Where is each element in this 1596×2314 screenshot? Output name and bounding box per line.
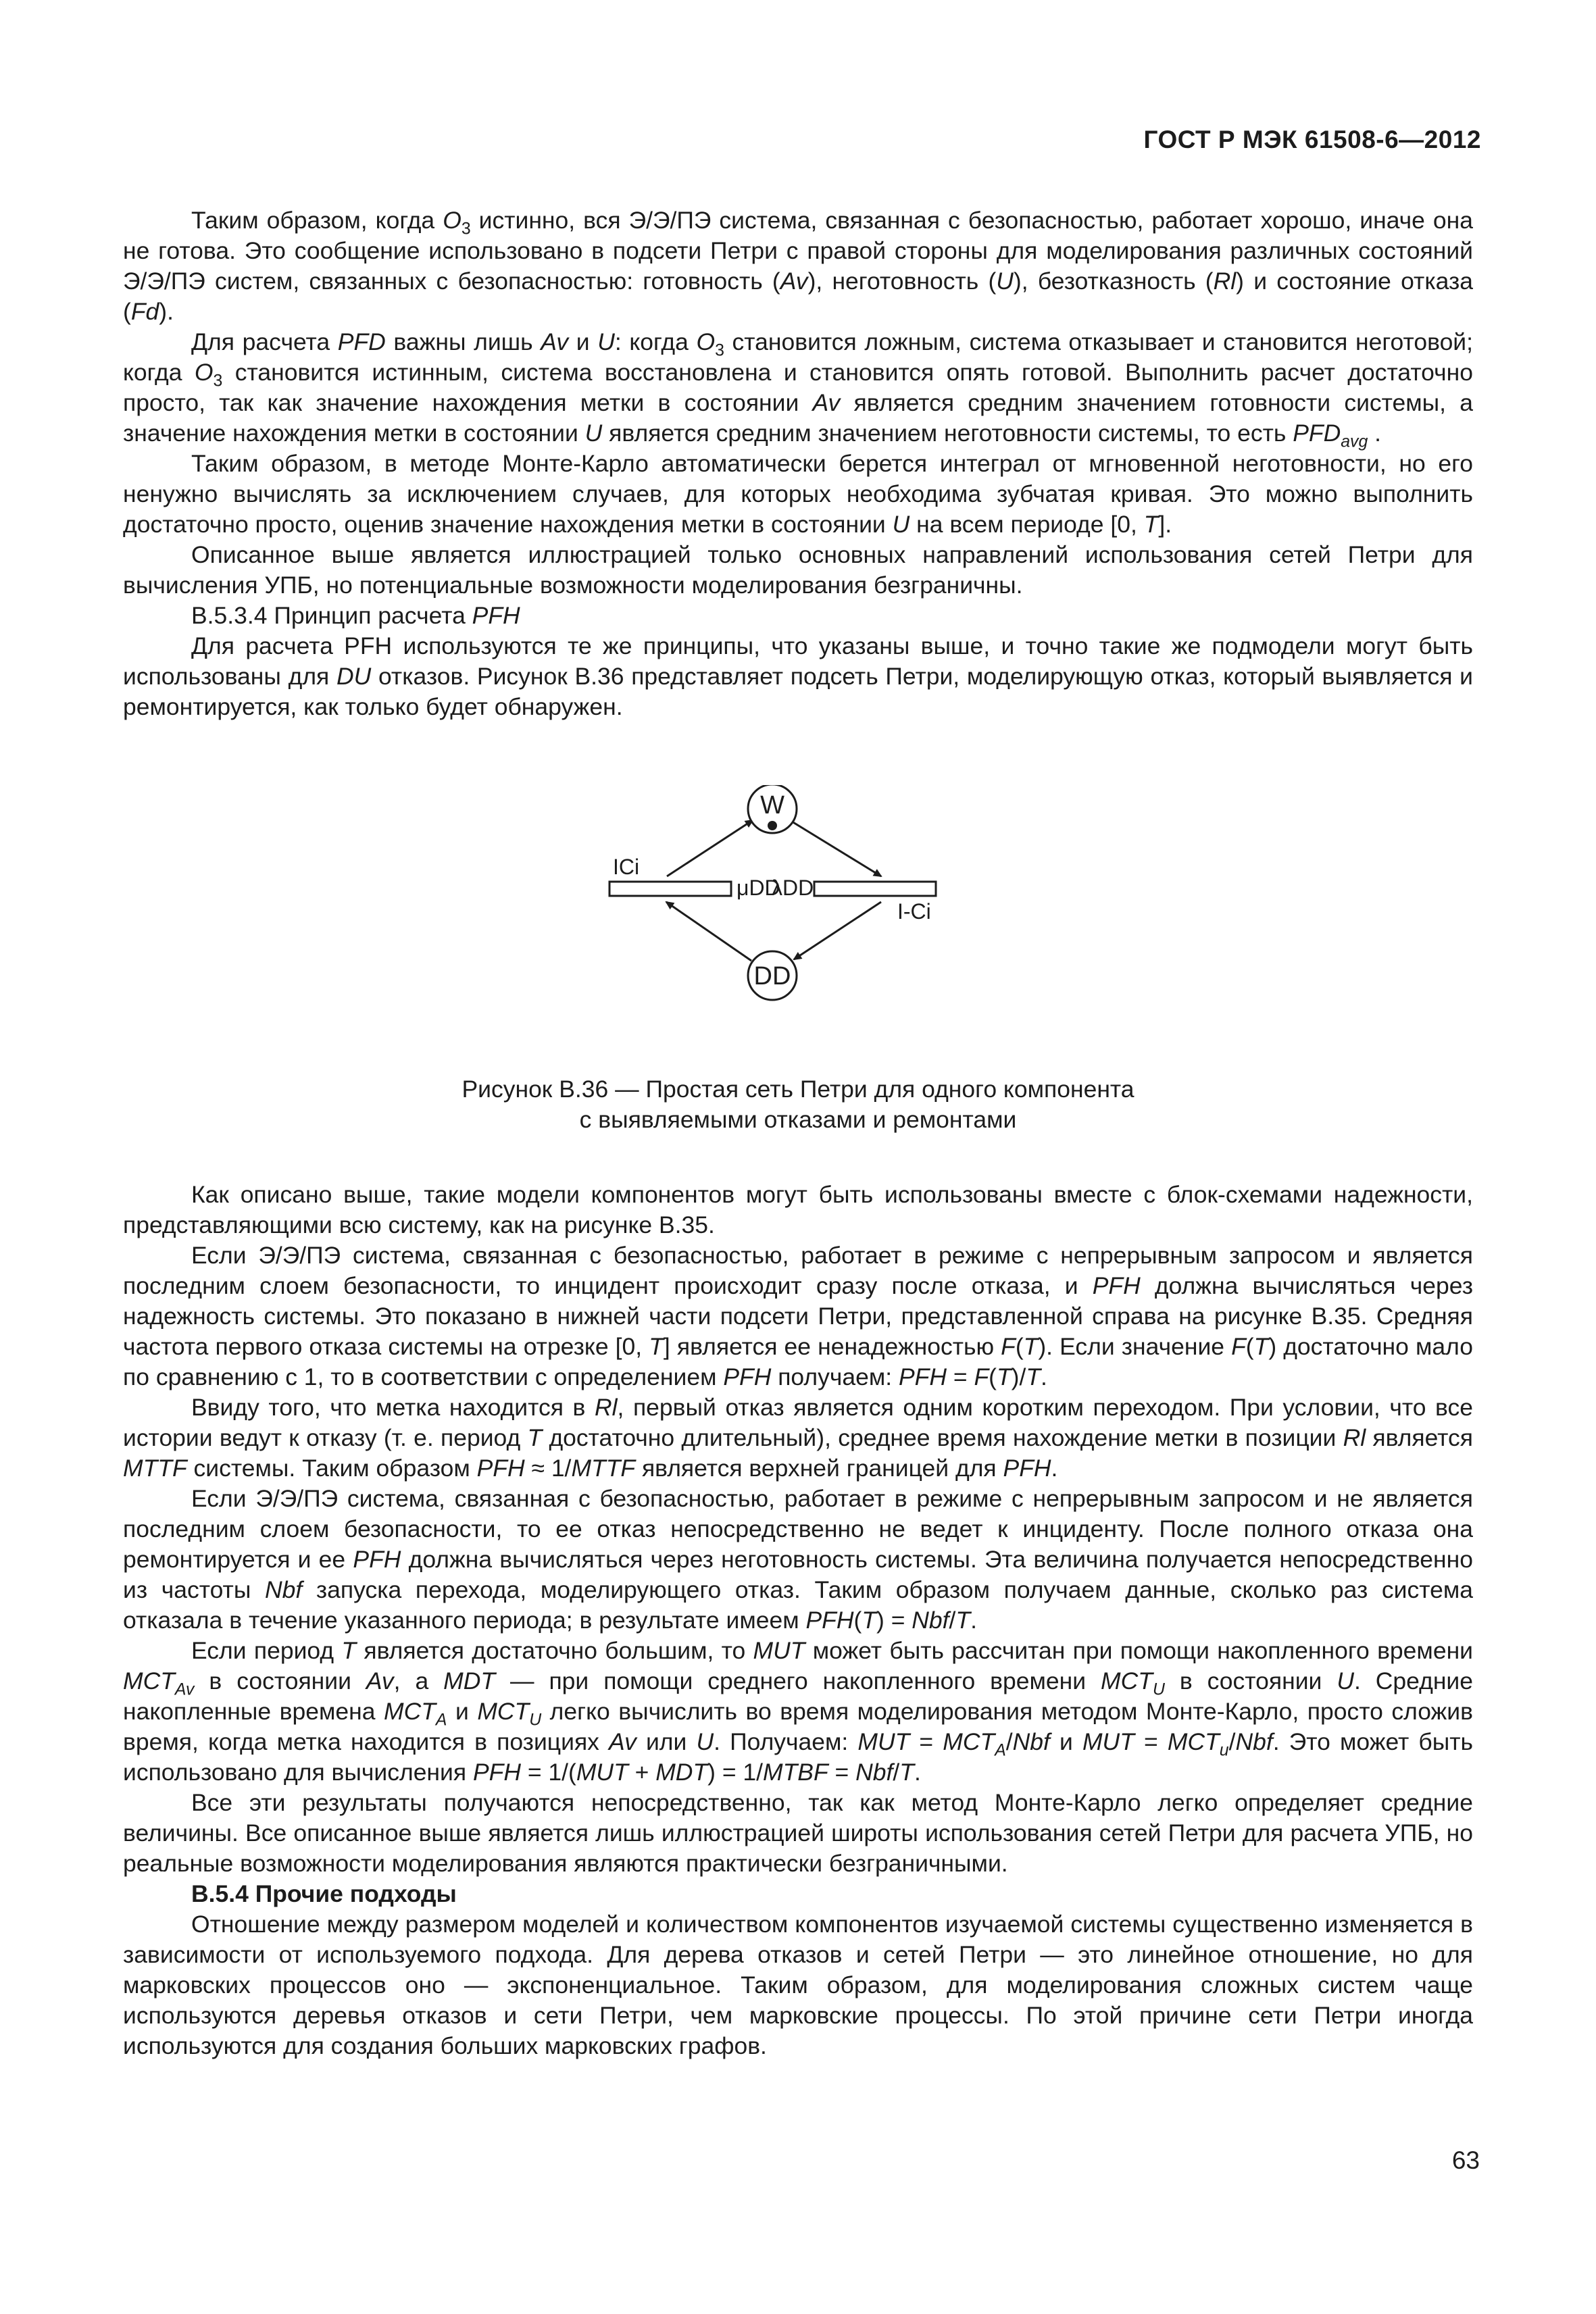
- paragraph: Таким образом, в методе Монте-Карло автоматически берется интеграл от мгновенной неготовности, но его ненужно вычислять за исключением случаев, для которых необходима зубчатая кривая. Это можно выполнить достаточно просто, оценив значение нахождения метки в состоянии U на всем периоде [0, T].: [123, 450, 1473, 538]
- paragraph: Ввиду того, что метка находится в Rl, первый отказ является одним коротким переходом. При условии, что все истории ведут к отказу (т. е. период T достаточно длительный), среднее время нахождение метки в позиции Rl является MTTF системы. Таким образом PFH ≈ 1/MTTF является верхней границей для PFH.: [123, 1394, 1473, 1482]
- paragraph: Для расчета PFD важны лишь Av и U: когда $O_3$ становится ложным, система отказывает и становится неготовой; когда $O_3$ становится истинным, система восстановлена и становится опять готовой. Выполнить расчет достаточно просто, так как значение нахождения метки в состоянии Av является средним значением готовности системы, а значение нахождения метки в состоянии U является средним значением неготовности системы, то есть $PFD_{avg}$ .: [123, 328, 1474, 451]
- rate-lambda-dd: [772, 876, 814, 900]
- caption-line-2: с выявляемыми отказами и ремонтами: [579, 1106, 1017, 1133]
- paragraph: Все эти результаты получаются непосредственно, так как метод Монте-Карло легко определяет средние величины. Все описанное выше является лишь иллюстрацией широты использования сетей Петри для расчета УПБ, но реальные возможности моделирования являются практически безграничными.: [123, 1789, 1473, 1877]
- paragraph: Как описано выше, такие модели компонентов могут быть использованы вместе с блок-схемами надежности, представляющими всю систему, как на рисунке В.35.: [123, 1181, 1473, 1238]
- place-dd-label: DD: [753, 962, 791, 990]
- standard-header: ГОСТ Р МЭК 61508-6—2012: [1143, 126, 1481, 153]
- paragraph: Таким образом, когда $O_3$ истинно, вся Э/Э/ПЭ система, связанная с безопасностью, работает хорошо, иначе она не готова. Это сообщение использовано в подсети Петри с правой стороны для моделирования различных состояний Э/Э/ПЭ систем, связанных с безопасностью: готовность (Av), неготовность (U), безотказность (Rl) и состояние отказа (Fd).: [123, 207, 1473, 325]
- transition-left-label: ICi: [613, 855, 640, 879]
- paragraph: В.5.3.4 Принцип расчета PFH: [191, 602, 520, 629]
- arc-ici-to-w: [667, 820, 753, 876]
- token-dot: [768, 821, 777, 830]
- transition-right: [814, 882, 936, 896]
- transition-right-label-text: I-Ci: [897, 899, 931, 924]
- page-number: 63: [1451, 2146, 1480, 2174]
- paragraph: В.5.4 Прочие подходы: [191, 1880, 457, 1907]
- paragraph: Отношение между размером моделей и количеством компонентов изучаемой системы существенно изменяется в зависимости от используемого подхода. Для дерева отказов и сетей Петри — это линейное отношение, но для марковских процессов оно — экспоненциальное. Таким образом, для моделирования сложных систем чаще используются деревья отказов и сети Петри, чем марковские процессы. По этой причине сети Петри иногда используются для создания больших марковских графов.: [123, 1911, 1473, 2059]
- paragraph: Если Э/Э/ПЭ система, связанная с безопасностью, работает в режиме с непрерывным запросом и не является последним слоем безопасности, то ее отказ непосредственно не ведет к инциденту. После полного отказа она ремонтируется и ее PFH должна вычисляться через неготовность системы. Эта величина получается непосредственно из частоты Nbf запуска перехода, моделирующего отказ. Таким образом получаем данные, сколько раз система отказала в течение указанного периода; в результате имеем PFH(T) = Nbf/T.: [123, 1485, 1473, 1634]
- text-block-upper: [123, 205, 1473, 722]
- paragraph: Если период T является достаточно большим, то MUT может быть рассчитан при помощи накопленного времени $MCT_{Av}$ в состоянии Av, а MDT — при помощи среднего накопленного времени $MCT_U$ в состоянии U. Средние накопленные времена $MCT_A$ и $MCT_U$ легко вычислить во время моделирования методом Монте-Карло, просто сложив время, когда метка находится в позициях Av или U. Получаем: MUT = $MCT_A$/Nbf и MUT = $MCT_u$/Nbf. Это может быть использовано для вычисления PFH = 1/(MUT + MDT) = 1/MTBF = Nbf/T.: [123, 1637, 1474, 1786]
- arc-ici-right-to-dd: [794, 902, 881, 959]
- paragraph: Описанное выше является иллюстрацией только основных направлений использования сетей Петри для вычисления УПБ, но потенциальные возможности моделирования безграничны.: [123, 541, 1473, 599]
- figure-caption: [0, 1074, 1596, 1135]
- caption-line-1: Рисунок В.36 — Простая сеть Петри для одного компонента: [462, 1076, 1134, 1103]
- arc-dd-to-ici: [666, 902, 751, 961]
- rate-mu-dd-text: μDD: [737, 876, 780, 900]
- rate-lambda-dd-text: λDD: [772, 876, 814, 900]
- transition-right-label: [897, 899, 931, 924]
- paragraph: Если Э/Э/ПЭ система, связанная с безопасностью, работает в режиме с непрерывным запросом и является последним слоем безопасности, то инцидент происходит сразу после отказа, и PFH должна вычисляться через надежность системы. Это показано в нижней части подсети Петри, представленной справа на рисунке В.35. Средняя частота первого отказа системы на отрезке [0, T] является ее ненадежностью F(T). Если значение F(T) достаточно мало по сравнению с 1, то в соответствии с определением PFH получаем: PFH = F(T)/T.: [123, 1242, 1473, 1390]
- petri-net-figure: [595, 785, 973, 1055]
- place-w-label: W: [760, 791, 784, 820]
- paragraph: Для расчета PFH используются те же принципы, что указаны выше, и точно такие же подмодели могут быть использованы для DU отказов. Рисунок В.36 представляет подсеть Петри, моделирующую отказ, который выявляется и ремонтируется, как только будет обнаружен.: [123, 632, 1473, 720]
- transition-left: [609, 882, 731, 896]
- arc-w-to-ici-right: [792, 822, 881, 876]
- text-block-lower: [123, 1180, 1473, 2061]
